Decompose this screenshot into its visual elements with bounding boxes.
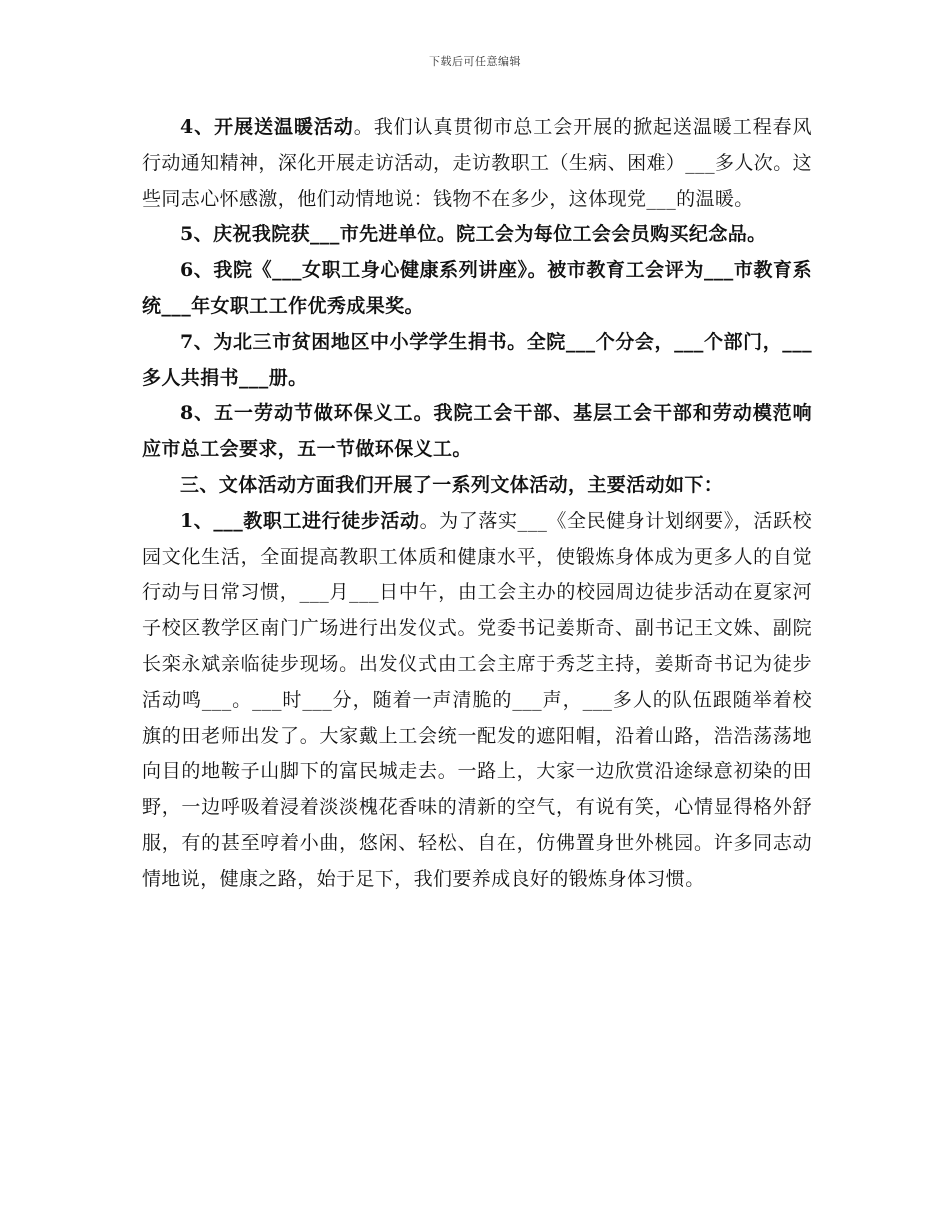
section-heading-culture-sports: 三、文体活动方面我们开展了一系列文体活动，主要活动如下： bbox=[180, 473, 724, 496]
paragraph-text: 。我们认真贯彻市总工会开展的掀起送温暖工程春风行动通知精神，深化开展走访活动，走访教职工（生病、困难）___多人次。这些同志心怀感激，他们动情地说：钱物不在多少，这体现党___的温暖。 bbox=[142, 116, 812, 210]
paragraph-heading: 4、开展送温暖活动 bbox=[180, 116, 354, 138]
paragraph-walking-activity bbox=[142, 504, 812, 898]
paragraph-advanced-unit: 5、庆祝我院获___市先进单位。院工会为每位工会会员购买纪念品。 bbox=[180, 223, 767, 246]
paragraph-volunteer-work: 8、五一劳动节做环保义工。我院工会干部、基层工会干部和劳动模范响应市总工会要求，五一节做环保义工。 bbox=[142, 402, 812, 461]
document-body bbox=[142, 110, 812, 898]
paragraph-send-warmth bbox=[142, 110, 812, 217]
paragraph-heading: 1、___教职工进行徒步活动 bbox=[180, 509, 420, 532]
paragraph-text: 。为了落实___《全民健身计划纲要》，活跃校园文化生活，全面提高教职工体质和健康水平，使锻炼身体成为更多人的自觉行动与日常习惯，___月___日中午，由工会主办的校园周边徒步活动在夏家河子校区教学区南门广场进行出发仪式。党委书记姜斯奇、副书记王文姝、副院长栾永斌亲临徒步现场。出发仪式由工会主席于秀芝主持，姜斯奇书记为徒步活动鸣___。___时___分，随着一声清脆的___声，___多人的队伍跟随举着校旗的田老师出发了。大家戴上工会统一配发的遮阳帽，沿着山路，浩浩荡荡地向目的地鞍子山脚下的富民城走去。一路上，大家一边欣赏沿途绿意初染的田野，一边呼吸着浸着淡淡槐花香味的清新的空气，有说有笑，心情显得格外舒服，有的甚至哼着小曲，悠闲、轻松、自在，仿佛置身世外桃园。许多同志动情地说，健康之路，始于足下，我们要养成良好的锻炼身体习惯。 bbox=[142, 509, 812, 890]
paragraph-health-lectures: 6、我院《___女职工身心健康系列讲座》。被市教育工会评为___市教育系统___年女职工工作优秀成果奖。 bbox=[142, 259, 812, 317]
paragraph-book-donation: 7、为北三市贫困地区中小学学生捐书。全院___个分会，___个部门，___多人共捐书___册。 bbox=[142, 330, 812, 389]
page-header: 下载后可任意编辑 bbox=[429, 55, 521, 68]
